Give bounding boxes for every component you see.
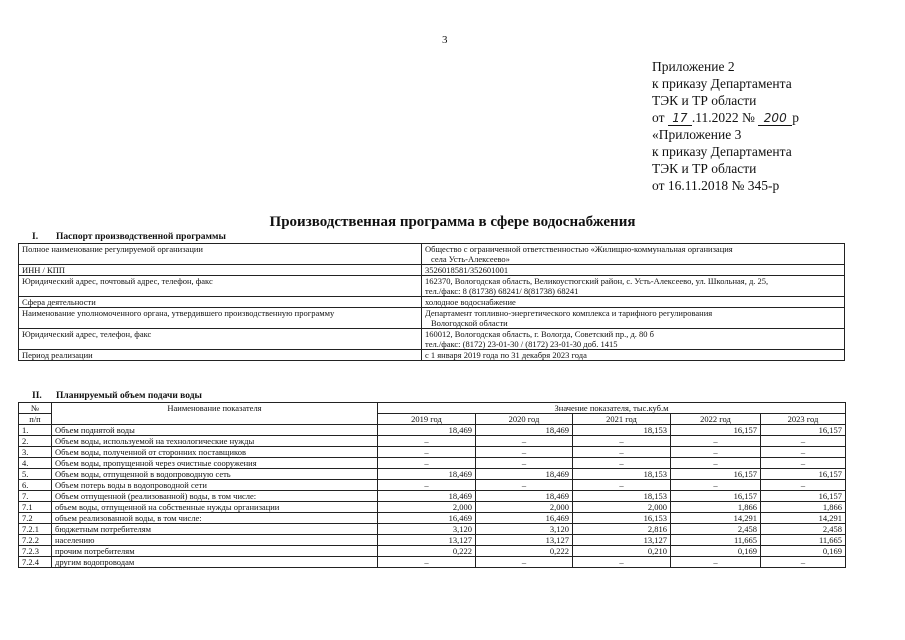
row-value: 2,000 <box>573 502 671 513</box>
appendix-line: к приказу Департамента <box>652 144 792 159</box>
row-value: – <box>573 480 671 491</box>
passport-value-line: тел./факс: 8 (81738) 68241/ 8(81738) 68241 <box>425 286 579 296</box>
row-value: – <box>573 447 671 458</box>
appendix-line: ТЭК и ТР области <box>652 93 757 108</box>
passport-value <box>422 329 845 350</box>
section-1-heading <box>32 232 226 242</box>
passport-row <box>19 308 845 329</box>
passport-value-line: Вологодской области <box>431 318 508 328</box>
row-number: 7.2.3 <box>19 546 52 557</box>
row-value: – <box>671 447 761 458</box>
row-value: 16,157 <box>671 425 761 436</box>
row-value: – <box>476 436 573 447</box>
passport-value-line: Департамент топливно-энергетического комплекса и тарифного регулирования <box>425 308 713 318</box>
row-value: 18,469 <box>476 469 573 480</box>
row-value: 3,120 <box>378 524 476 535</box>
header-number: № <box>19 403 52 414</box>
row-value: 16,157 <box>761 425 846 436</box>
row-value: – <box>761 458 846 469</box>
row-value: – <box>573 436 671 447</box>
section-2-heading <box>32 391 202 401</box>
row-number: 7.2.2 <box>19 535 52 546</box>
order-suffix: р <box>792 110 799 125</box>
appendix-header <box>652 58 892 194</box>
row-value: 16,157 <box>761 491 846 502</box>
row-value: 18,153 <box>573 469 671 480</box>
row-number: 2. <box>19 436 52 447</box>
row-value: – <box>761 480 846 491</box>
table-row <box>19 469 846 480</box>
row-value: 16,157 <box>761 469 846 480</box>
header-year: 2019 год <box>378 414 476 425</box>
row-value: 11,665 <box>671 535 761 546</box>
row-value: 18,153 <box>573 491 671 502</box>
row-indicator-name: Объем воды, полученной от сторонних поставщиков <box>52 447 378 458</box>
row-value: 16,469 <box>378 513 476 524</box>
row-indicator-name: Объем поднятой воды <box>52 425 378 436</box>
passport-label: Юридический адрес, почтовый адрес, телефон, факс <box>19 276 422 297</box>
section-number: I. <box>32 232 39 242</box>
row-value: 0,169 <box>761 546 846 557</box>
row-value: 2,816 <box>573 524 671 535</box>
passport-row <box>19 329 845 350</box>
row-number: 1. <box>19 425 52 436</box>
table-row <box>19 535 846 546</box>
row-value: – <box>671 458 761 469</box>
row-value: – <box>476 458 573 469</box>
passport-label: Период реализации <box>19 350 422 361</box>
passport-value <box>422 276 845 297</box>
row-value: 16,157 <box>671 491 761 502</box>
row-value: 11,665 <box>761 535 846 546</box>
row-value: 2,000 <box>378 502 476 513</box>
row-value: 16,469 <box>476 513 573 524</box>
row-value: 18,469 <box>378 491 476 502</box>
row-value: – <box>573 458 671 469</box>
passport-value <box>422 308 845 329</box>
row-indicator-name: объем реализованной воды, в том числе: <box>52 513 378 524</box>
row-number: 4. <box>19 458 52 469</box>
handwritten-order-number: 200 <box>758 112 792 126</box>
row-value: – <box>476 480 573 491</box>
row-value: 2,458 <box>761 524 846 535</box>
section-number: II. <box>32 391 42 401</box>
row-value: – <box>476 447 573 458</box>
row-number: 7.2.1 <box>19 524 52 535</box>
row-indicator-name: Объем потерь воды в водопроводной сети <box>52 480 378 491</box>
passport-value-line: села Усть-Алексеево» <box>431 254 510 264</box>
passport-value <box>422 244 845 265</box>
row-indicator-name: Объем воды, пропущенной через очистные сооружения <box>52 458 378 469</box>
row-value: 18,153 <box>573 425 671 436</box>
row-value: 3,120 <box>476 524 573 535</box>
passport-value-line: холодное водоснабжение <box>425 297 516 307</box>
passport-label: Наименование уполномоченного органа, утвердившего производственную программу <box>19 308 422 329</box>
row-number: 7.2 <box>19 513 52 524</box>
appendix-line: ТЭК и ТР области <box>652 161 757 176</box>
row-indicator-name: прочим потребителям <box>52 546 378 557</box>
row-value: 0,222 <box>476 546 573 557</box>
row-value: – <box>671 557 761 568</box>
table-row <box>19 480 846 491</box>
header-year: 2022 год <box>671 414 761 425</box>
row-value: 13,127 <box>573 535 671 546</box>
row-value: 1,866 <box>671 502 761 513</box>
passport-label: Юридический адрес, телефон, факс <box>19 329 422 350</box>
row-value: – <box>378 436 476 447</box>
row-indicator-name: Объем воды, используемой на технологические нужды <box>52 436 378 447</box>
header-pp: п/п <box>19 414 52 425</box>
table-row <box>19 524 846 535</box>
section-title: Планируемый объем подачи воды <box>56 391 202 401</box>
passport-row <box>19 350 845 361</box>
row-value: – <box>761 557 846 568</box>
passport-row <box>19 297 845 308</box>
row-number: 3. <box>19 447 52 458</box>
table-row <box>19 513 846 524</box>
table-row <box>19 436 846 447</box>
section-title: Паспорт производственной программы <box>56 232 226 242</box>
document-title: Производственная программа в сфере водоснабжения <box>269 214 636 230</box>
row-value: 13,127 <box>476 535 573 546</box>
appendix-line: «Приложение 3 <box>652 127 742 142</box>
passport-value <box>422 350 845 361</box>
date-prefix: от <box>652 110 665 125</box>
table-row <box>19 458 846 469</box>
passport-label: Сфера деятельности <box>19 297 422 308</box>
row-indicator-name: объем воды, отпущенной на собственные нужды организации <box>52 502 378 513</box>
appendix-line: к приказу Департамента <box>652 76 792 91</box>
handwritten-day: 17 <box>668 112 692 126</box>
header-year: 2023 год <box>761 414 846 425</box>
row-value: – <box>761 436 846 447</box>
row-value: – <box>573 557 671 568</box>
row-value: 2,458 <box>671 524 761 535</box>
row-value: 0,169 <box>671 546 761 557</box>
row-value: 14,291 <box>671 513 761 524</box>
table-row <box>19 447 846 458</box>
passport-value <box>422 297 845 308</box>
row-value: – <box>378 447 476 458</box>
row-value: 18,469 <box>378 469 476 480</box>
page-number: 3 <box>442 34 448 46</box>
table-header-row <box>19 403 846 414</box>
passport-value-line: тел./факс: (8172) 23-01-30 / (8172) 23-01-30 доб. 1415 <box>425 339 618 349</box>
passport-value-line: Общество с ограниченной ответственностью «Жилищно-коммунальная организация <box>425 244 733 254</box>
row-value: – <box>671 480 761 491</box>
table-row <box>19 425 846 436</box>
passport-row <box>19 276 845 297</box>
row-value: 0,222 <box>378 546 476 557</box>
passport-value-line: с 1 января 2019 года по 31 декабря 2023 года <box>425 350 587 360</box>
table-row <box>19 546 846 557</box>
passport-value-line: 162370, Вологодская область, Великоустюгский район, с. Усть-Алексеево, ул. Школьная, д. 25, <box>425 276 769 286</box>
row-indicator-name: Объем воды, отпущенной в водопроводную сеть <box>52 469 378 480</box>
row-value: 2,000 <box>476 502 573 513</box>
header-indicator-name: Наименование показателя <box>52 403 378 425</box>
row-number: 7.2.4 <box>19 557 52 568</box>
row-value: – <box>378 458 476 469</box>
row-number: 7. <box>19 491 52 502</box>
passport-table <box>18 243 845 361</box>
passport-label: ИНН / КПП <box>19 265 422 276</box>
row-value: 16,157 <box>671 469 761 480</box>
row-value: – <box>761 447 846 458</box>
row-indicator-name: другим водопроводам <box>52 557 378 568</box>
row-number: 5. <box>19 469 52 480</box>
row-value: – <box>378 480 476 491</box>
appendix-line: от 16.11.2018 № 345-р <box>652 178 780 193</box>
row-value: 18,469 <box>378 425 476 436</box>
table-row <box>19 557 846 568</box>
header-year: 2021 год <box>573 414 671 425</box>
table-row <box>19 491 846 502</box>
row-value: 1,866 <box>761 502 846 513</box>
row-indicator-name: населению <box>52 535 378 546</box>
date-rest: .11.2022 № <box>691 110 755 125</box>
row-indicator-name: Объем отпущенной (реализованной) воды, в том числе: <box>52 491 378 502</box>
table-row <box>19 502 846 513</box>
passport-value-line: 3526018581/352601001 <box>425 265 509 275</box>
row-value: 16,153 <box>573 513 671 524</box>
row-value: 18,469 <box>476 491 573 502</box>
row-value: 13,127 <box>378 535 476 546</box>
row-value: – <box>476 557 573 568</box>
row-value: 14,291 <box>761 513 846 524</box>
row-number: 6. <box>19 480 52 491</box>
row-value: – <box>671 436 761 447</box>
row-value: – <box>378 557 476 568</box>
header-year: 2020 год <box>476 414 573 425</box>
row-value: 0,210 <box>573 546 671 557</box>
water-volume-table <box>18 402 846 568</box>
appendix-line: Приложение 2 <box>652 59 735 74</box>
passport-row <box>19 265 845 276</box>
passport-value-line: 160012, Вологодская область, г. Вологда, Советский пр., д. 80 б <box>425 329 655 339</box>
row-indicator-name: бюджетным потребителям <box>52 524 378 535</box>
passport-row <box>19 244 845 265</box>
row-value: 18,469 <box>476 425 573 436</box>
passport-value <box>422 265 845 276</box>
appendix-date-line <box>652 109 892 126</box>
row-number: 7.1 <box>19 502 52 513</box>
header-value: Значение показателя, тыс.куб.м <box>378 403 846 414</box>
passport-label: Полное наименование регулируемой организации <box>19 244 422 265</box>
